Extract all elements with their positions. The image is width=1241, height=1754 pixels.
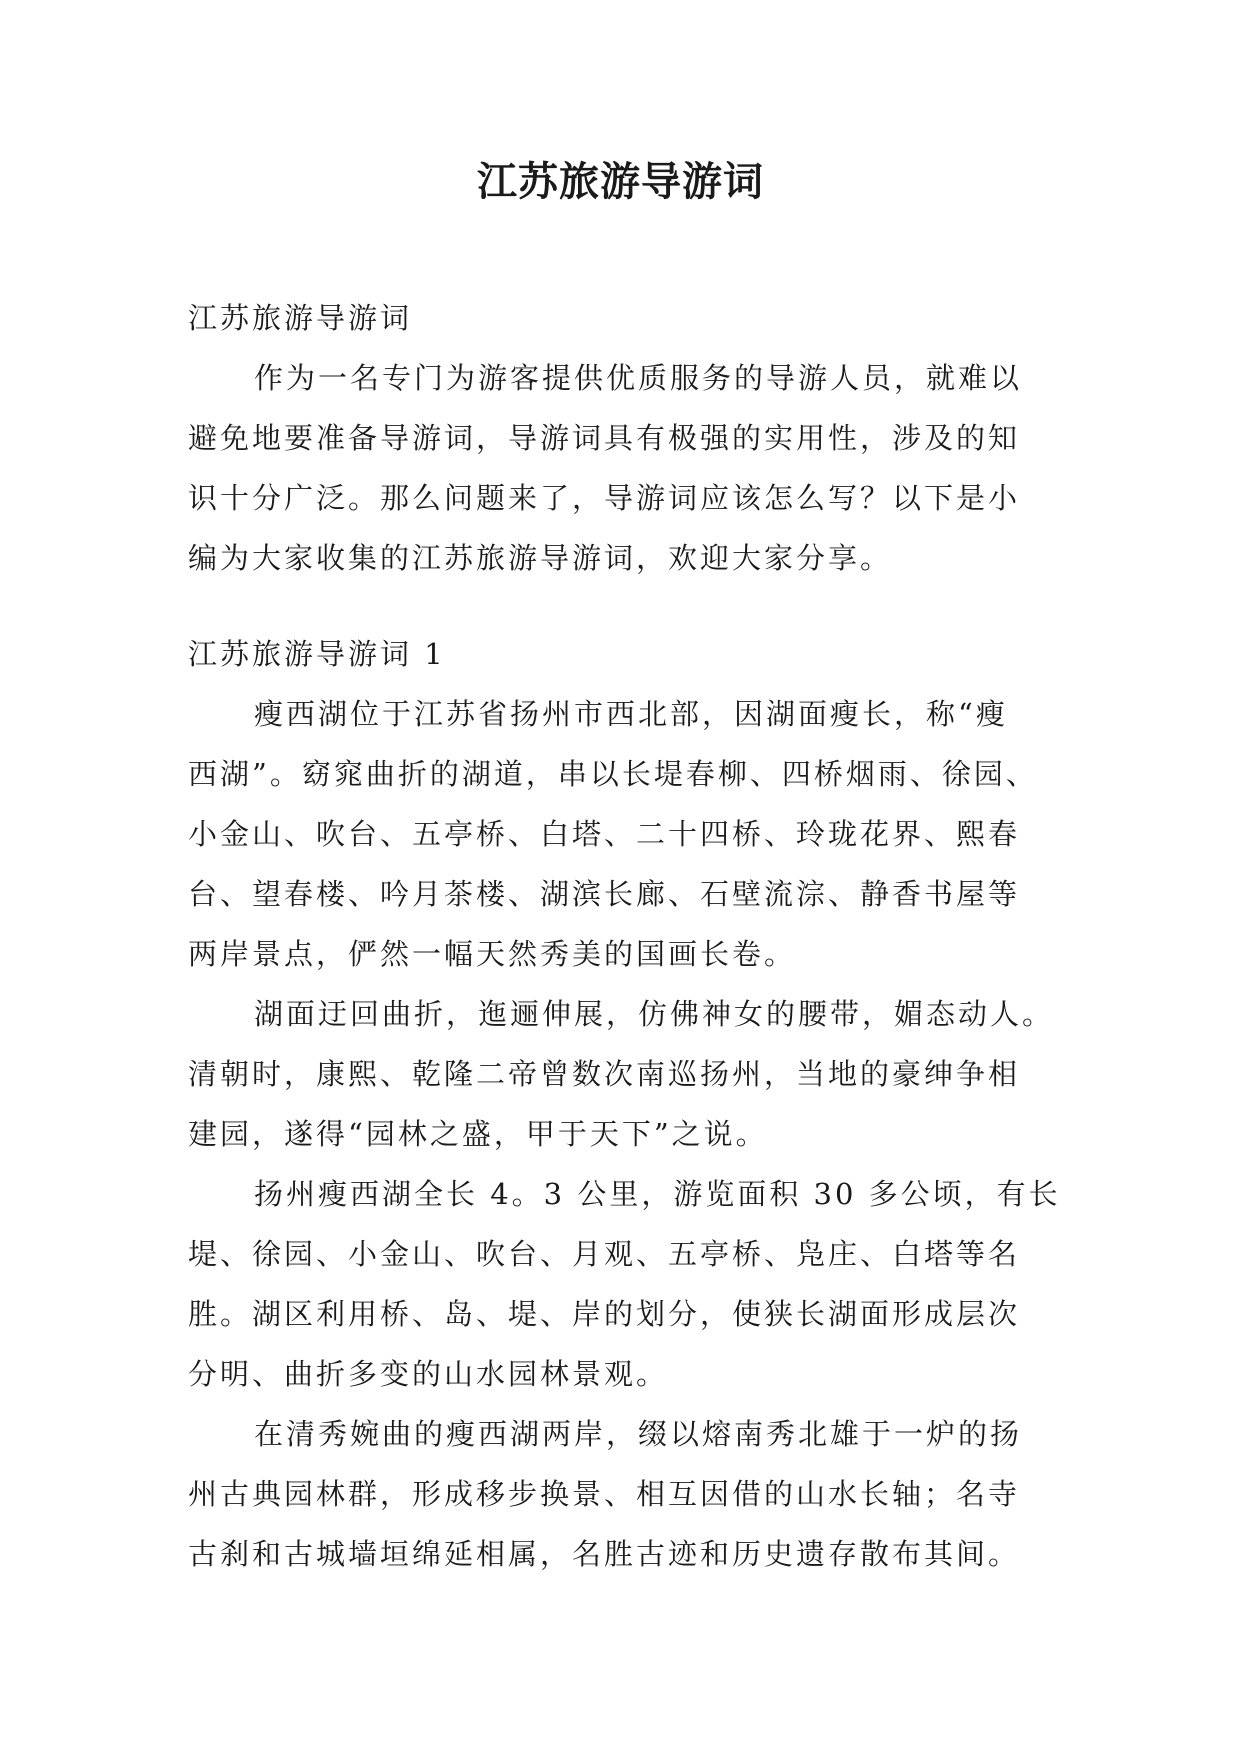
text-line: 胜。湖区利用桥、岛、堤、岸的划分，使狭长湖面形成层次 xyxy=(188,1297,1021,1331)
paragraph-4 xyxy=(188,1404,1058,1584)
text-line: 清朝时，康熙、乾隆二帝曾数次南巡扬州，当地的豪绅争相 xyxy=(188,1057,1021,1091)
intro-paragraph xyxy=(188,348,1058,588)
paragraph-1 xyxy=(188,684,1058,984)
document-body xyxy=(188,288,1061,1584)
text-line: 避免地要准备导游词，导游词具有极强的实用性，涉及的知 xyxy=(188,421,1021,455)
section-heading: 江苏旅游导游词 1 xyxy=(188,637,446,671)
text-line: 两岸景点，俨然一幅天然秀美的国画长卷。 xyxy=(188,937,797,971)
document-title: 江苏旅游导游词 xyxy=(477,158,764,205)
text-line: 分明、曲折多变的山水园林景观。 xyxy=(188,1357,669,1391)
text-line: 编为大家收集的江苏旅游导游词，欢迎大家分享。 xyxy=(188,541,893,575)
text-line: 堤、徐园、小金山、吹台、月观、五亭桥、凫庄、白塔等名 xyxy=(188,1237,1021,1271)
text-line: 古刹和古城墙垣绵延相属，名胜古迹和历史遗存散布其间。 xyxy=(188,1537,1021,1571)
text-line: 瘦西湖位于江苏省扬州市西北部，因湖面瘦长，称“瘦 xyxy=(254,697,1008,731)
text-line: 州古典园林群，形成移步换景、相互因借的山水长轴；名寺 xyxy=(188,1477,1021,1511)
section-spacer xyxy=(188,588,1058,624)
text-line: 识十分广泛。那么问题来了，导游词应该怎么写？以下是小 xyxy=(188,481,1021,515)
text-line: 小金山、吹台、五亭桥、白塔、二十四桥、玲珑花界、熙春 xyxy=(188,817,1021,851)
text-line: 西湖”。窈窕曲折的湖道，串以长堤春柳、四桥烟雨、徐园、 xyxy=(188,757,1038,791)
text-line: 台、望春楼、吟月茶楼、湖滨长廊、石壁流淙、静香书屋等 xyxy=(188,877,1021,911)
text-line: 在清秀婉曲的瘦西湖两岸，缀以熔南秀北雄于一炉的扬 xyxy=(254,1417,1023,1451)
paragraph-3 xyxy=(188,1164,1061,1404)
text-line: 扬州瘦西湖全长 4。3 公里，游览面积 30 多公顷，有长 xyxy=(254,1177,1061,1211)
paragraph-2 xyxy=(188,984,1058,1164)
text-line: 湖面迂回曲折，迤逦伸展，仿佛神女的腰带，媚态动人。 xyxy=(254,997,1055,1031)
text-line: 作为一名专门为游客提供优质服务的导游人员，就难以 xyxy=(254,361,1023,395)
text-line: 建园，遂得“园林之盛，甲于天下”之说。 xyxy=(188,1117,768,1151)
intro-heading: 江苏旅游导游词 xyxy=(188,301,413,335)
